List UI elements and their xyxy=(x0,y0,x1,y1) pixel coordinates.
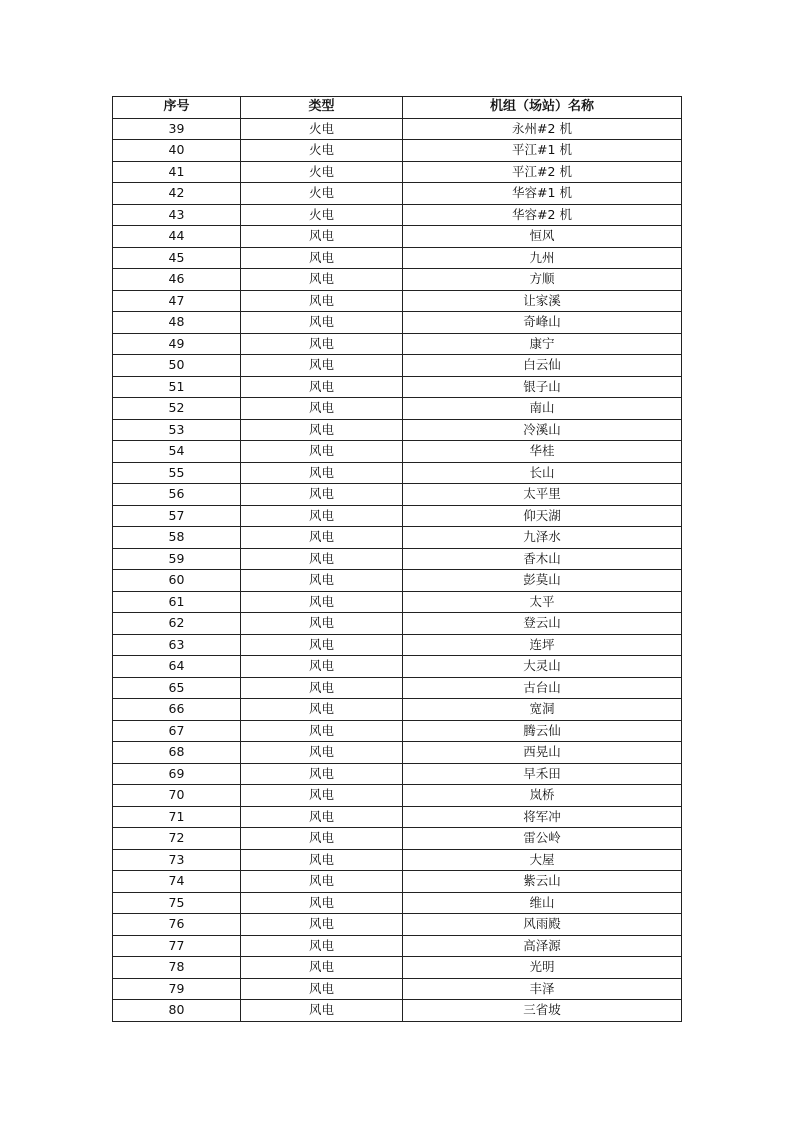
cell-type: 风电 xyxy=(241,742,403,764)
cell-unit-name: 连坪 xyxy=(403,634,682,656)
table-row xyxy=(113,398,682,420)
cell-serial-number: 56 xyxy=(113,484,241,506)
table-row xyxy=(113,312,682,334)
cell-unit-name: 方顺 xyxy=(403,269,682,291)
cell-serial-number: 39 xyxy=(113,118,241,140)
cell-type: 风电 xyxy=(241,871,403,893)
table-row xyxy=(113,785,682,807)
header-row xyxy=(113,97,682,119)
table-row xyxy=(113,140,682,162)
table-row xyxy=(113,849,682,871)
cell-serial-number: 63 xyxy=(113,634,241,656)
cell-unit-name: 华容#2 机 xyxy=(403,204,682,226)
cell-unit-name: 紫云山 xyxy=(403,871,682,893)
table-row xyxy=(113,935,682,957)
cell-type: 风电 xyxy=(241,656,403,678)
cell-unit-name: 仰天湖 xyxy=(403,505,682,527)
table-row xyxy=(113,462,682,484)
cell-serial-number: 55 xyxy=(113,462,241,484)
table-header xyxy=(113,97,682,119)
table-row xyxy=(113,376,682,398)
unit-table xyxy=(112,96,682,1022)
cell-unit-name: 香木山 xyxy=(403,548,682,570)
cell-type: 风电 xyxy=(241,441,403,463)
table-row xyxy=(113,634,682,656)
table-row xyxy=(113,892,682,914)
table-row xyxy=(113,720,682,742)
cell-serial-number: 76 xyxy=(113,914,241,936)
table-row xyxy=(113,763,682,785)
cell-serial-number: 42 xyxy=(113,183,241,205)
cell-type: 风电 xyxy=(241,634,403,656)
cell-serial-number: 43 xyxy=(113,204,241,226)
cell-unit-name: 平江#1 机 xyxy=(403,140,682,162)
cell-serial-number: 45 xyxy=(113,247,241,269)
cell-type: 风电 xyxy=(241,935,403,957)
cell-unit-name: 南山 xyxy=(403,398,682,420)
cell-unit-name: 将军冲 xyxy=(403,806,682,828)
cell-type: 风电 xyxy=(241,763,403,785)
table-row xyxy=(113,204,682,226)
table-row xyxy=(113,183,682,205)
cell-serial-number: 73 xyxy=(113,849,241,871)
cell-serial-number: 66 xyxy=(113,699,241,721)
table-row xyxy=(113,505,682,527)
cell-type: 风电 xyxy=(241,957,403,979)
cell-unit-name: 大灵山 xyxy=(403,656,682,678)
cell-unit-name: 早禾田 xyxy=(403,763,682,785)
cell-type: 风电 xyxy=(241,355,403,377)
table-row xyxy=(113,527,682,549)
cell-unit-name: 康宁 xyxy=(403,333,682,355)
cell-type: 风电 xyxy=(241,699,403,721)
cell-serial-number: 41 xyxy=(113,161,241,183)
cell-serial-number: 77 xyxy=(113,935,241,957)
table-row xyxy=(113,355,682,377)
cell-unit-name: 太平里 xyxy=(403,484,682,506)
cell-unit-name: 让家溪 xyxy=(403,290,682,312)
cell-type: 风电 xyxy=(241,785,403,807)
cell-serial-number: 60 xyxy=(113,570,241,592)
cell-serial-number: 75 xyxy=(113,892,241,914)
cell-serial-number: 80 xyxy=(113,1000,241,1022)
cell-serial-number: 51 xyxy=(113,376,241,398)
cell-unit-name: 恒风 xyxy=(403,226,682,248)
cell-unit-name: 大屋 xyxy=(403,849,682,871)
cell-serial-number: 71 xyxy=(113,806,241,828)
table-row xyxy=(113,570,682,592)
cell-serial-number: 78 xyxy=(113,957,241,979)
cell-type: 风电 xyxy=(241,591,403,613)
cell-unit-name: 白云仙 xyxy=(403,355,682,377)
cell-serial-number: 53 xyxy=(113,419,241,441)
table-row xyxy=(113,419,682,441)
table-row xyxy=(113,118,682,140)
cell-serial-number: 72 xyxy=(113,828,241,850)
cell-type: 风电 xyxy=(241,720,403,742)
cell-serial-number: 54 xyxy=(113,441,241,463)
table-row xyxy=(113,290,682,312)
cell-serial-number: 79 xyxy=(113,978,241,1000)
cell-serial-number: 68 xyxy=(113,742,241,764)
cell-serial-number: 50 xyxy=(113,355,241,377)
cell-type: 风电 xyxy=(241,312,403,334)
cell-unit-name: 风雨殿 xyxy=(403,914,682,936)
cell-type: 风电 xyxy=(241,806,403,828)
cell-serial-number: 59 xyxy=(113,548,241,570)
cell-serial-number: 62 xyxy=(113,613,241,635)
cell-serial-number: 61 xyxy=(113,591,241,613)
cell-type: 火电 xyxy=(241,183,403,205)
cell-unit-name: 三省坡 xyxy=(403,1000,682,1022)
cell-serial-number: 69 xyxy=(113,763,241,785)
table-row xyxy=(113,613,682,635)
table-row xyxy=(113,806,682,828)
table-row xyxy=(113,871,682,893)
cell-unit-name: 华桂 xyxy=(403,441,682,463)
cell-unit-name: 丰泽 xyxy=(403,978,682,1000)
table-row xyxy=(113,591,682,613)
table-row xyxy=(113,269,682,291)
cell-unit-name: 九州 xyxy=(403,247,682,269)
cell-type: 风电 xyxy=(241,247,403,269)
cell-unit-name: 光明 xyxy=(403,957,682,979)
cell-type: 风电 xyxy=(241,484,403,506)
cell-serial-number: 44 xyxy=(113,226,241,248)
cell-type: 风电 xyxy=(241,828,403,850)
cell-serial-number: 48 xyxy=(113,312,241,334)
cell-type: 火电 xyxy=(241,118,403,140)
cell-unit-name: 古台山 xyxy=(403,677,682,699)
table-row xyxy=(113,742,682,764)
cell-type: 风电 xyxy=(241,892,403,914)
table-row xyxy=(113,978,682,1000)
table-row xyxy=(113,333,682,355)
table-row xyxy=(113,699,682,721)
cell-unit-name: 华容#1 机 xyxy=(403,183,682,205)
cell-type: 风电 xyxy=(241,978,403,1000)
cell-serial-number: 49 xyxy=(113,333,241,355)
cell-unit-name: 雷公岭 xyxy=(403,828,682,850)
cell-serial-number: 40 xyxy=(113,140,241,162)
cell-unit-name: 银子山 xyxy=(403,376,682,398)
table-row xyxy=(113,914,682,936)
table-row xyxy=(113,1000,682,1022)
cell-type: 风电 xyxy=(241,570,403,592)
cell-serial-number: 64 xyxy=(113,656,241,678)
cell-type: 风电 xyxy=(241,914,403,936)
cell-unit-name: 腾云仙 xyxy=(403,720,682,742)
cell-unit-name: 长山 xyxy=(403,462,682,484)
header-unit-name: 机组（场站）名称 xyxy=(403,97,682,119)
cell-unit-name: 冷溪山 xyxy=(403,419,682,441)
cell-type: 火电 xyxy=(241,140,403,162)
cell-unit-name: 九泽水 xyxy=(403,527,682,549)
cell-type: 风电 xyxy=(241,548,403,570)
table-row xyxy=(113,548,682,570)
cell-unit-name: 奇峰山 xyxy=(403,312,682,334)
cell-type: 风电 xyxy=(241,333,403,355)
table-row xyxy=(113,161,682,183)
cell-unit-name: 西晃山 xyxy=(403,742,682,764)
cell-unit-name: 太平 xyxy=(403,591,682,613)
cell-type: 风电 xyxy=(241,849,403,871)
cell-type: 风电 xyxy=(241,527,403,549)
cell-serial-number: 74 xyxy=(113,871,241,893)
cell-unit-name: 彭莫山 xyxy=(403,570,682,592)
cell-serial-number: 57 xyxy=(113,505,241,527)
cell-type: 风电 xyxy=(241,462,403,484)
cell-serial-number: 65 xyxy=(113,677,241,699)
cell-type: 风电 xyxy=(241,226,403,248)
cell-type: 风电 xyxy=(241,269,403,291)
table-row xyxy=(113,656,682,678)
cell-type: 风电 xyxy=(241,613,403,635)
cell-type: 风电 xyxy=(241,1000,403,1022)
cell-unit-name: 平江#2 机 xyxy=(403,161,682,183)
table-row xyxy=(113,957,682,979)
cell-unit-name: 高泽源 xyxy=(403,935,682,957)
table-row xyxy=(113,828,682,850)
header-serial-number: 序号 xyxy=(113,97,241,119)
cell-serial-number: 70 xyxy=(113,785,241,807)
cell-serial-number: 67 xyxy=(113,720,241,742)
cell-type: 火电 xyxy=(241,161,403,183)
cell-unit-name: 维山 xyxy=(403,892,682,914)
cell-unit-name: 宽洞 xyxy=(403,699,682,721)
table-row xyxy=(113,484,682,506)
cell-type: 风电 xyxy=(241,419,403,441)
cell-serial-number: 46 xyxy=(113,269,241,291)
cell-type: 风电 xyxy=(241,398,403,420)
cell-unit-name: 岚桥 xyxy=(403,785,682,807)
cell-type: 风电 xyxy=(241,376,403,398)
cell-serial-number: 47 xyxy=(113,290,241,312)
table-body xyxy=(113,118,682,1021)
table-row xyxy=(113,247,682,269)
cell-type: 火电 xyxy=(241,204,403,226)
cell-unit-name: 永州#2 机 xyxy=(403,118,682,140)
cell-type: 风电 xyxy=(241,290,403,312)
cell-serial-number: 58 xyxy=(113,527,241,549)
table-row xyxy=(113,226,682,248)
header-type: 类型 xyxy=(241,97,403,119)
cell-type: 风电 xyxy=(241,677,403,699)
table-row xyxy=(113,441,682,463)
cell-unit-name: 登云山 xyxy=(403,613,682,635)
cell-type: 风电 xyxy=(241,505,403,527)
table-row xyxy=(113,677,682,699)
cell-serial-number: 52 xyxy=(113,398,241,420)
